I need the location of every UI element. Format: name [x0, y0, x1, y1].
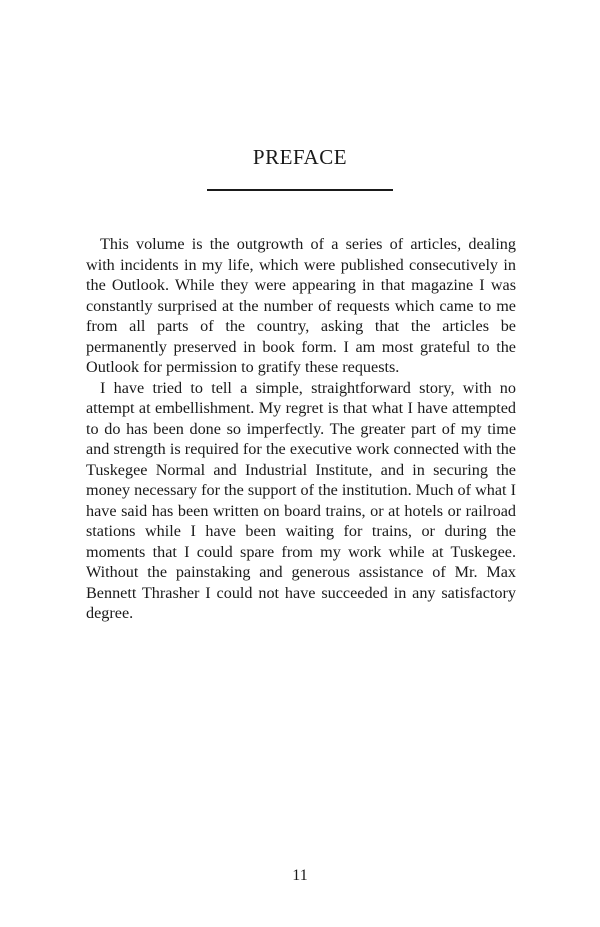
paragraph-2: I have tried to tell a simple, straightforward story, with no attempt at embellishment. My regret is that what I have attempted to do has been done so imperfectly. The greater part of my time and strength is required for the executive work connected with the Tuskegee Normal and Industrial Institute, and in securing the money necessary for the support of the institution. Much of what I have said has been written on board trains, or at hotels or railroad stations while I have been waiting for trains, or during the moments that I could spare from my work while at Tuskegee. Without the painstaking and generous assistance of Mr. Max Bennett Thrasher I could not have succeeded in any satisfactory degree. [86, 378, 516, 622]
title-underline [207, 189, 393, 191]
paragraph-1: This volume is the outgrowth of a series of articles, dealing with incidents in my life, which were published consecutively in the Outlook. While they were appearing in that magazine I was constantly surprised at the number of requests which came to me from all parts of the country, asking that the articles be permanently preserved in book form. I am most grateful to the Outlook for permission to gratify these requests. [86, 235, 516, 376]
body-text [86, 234, 516, 624]
page-title: PREFACE [252, 145, 348, 169]
page-number: 11 [292, 867, 308, 884]
